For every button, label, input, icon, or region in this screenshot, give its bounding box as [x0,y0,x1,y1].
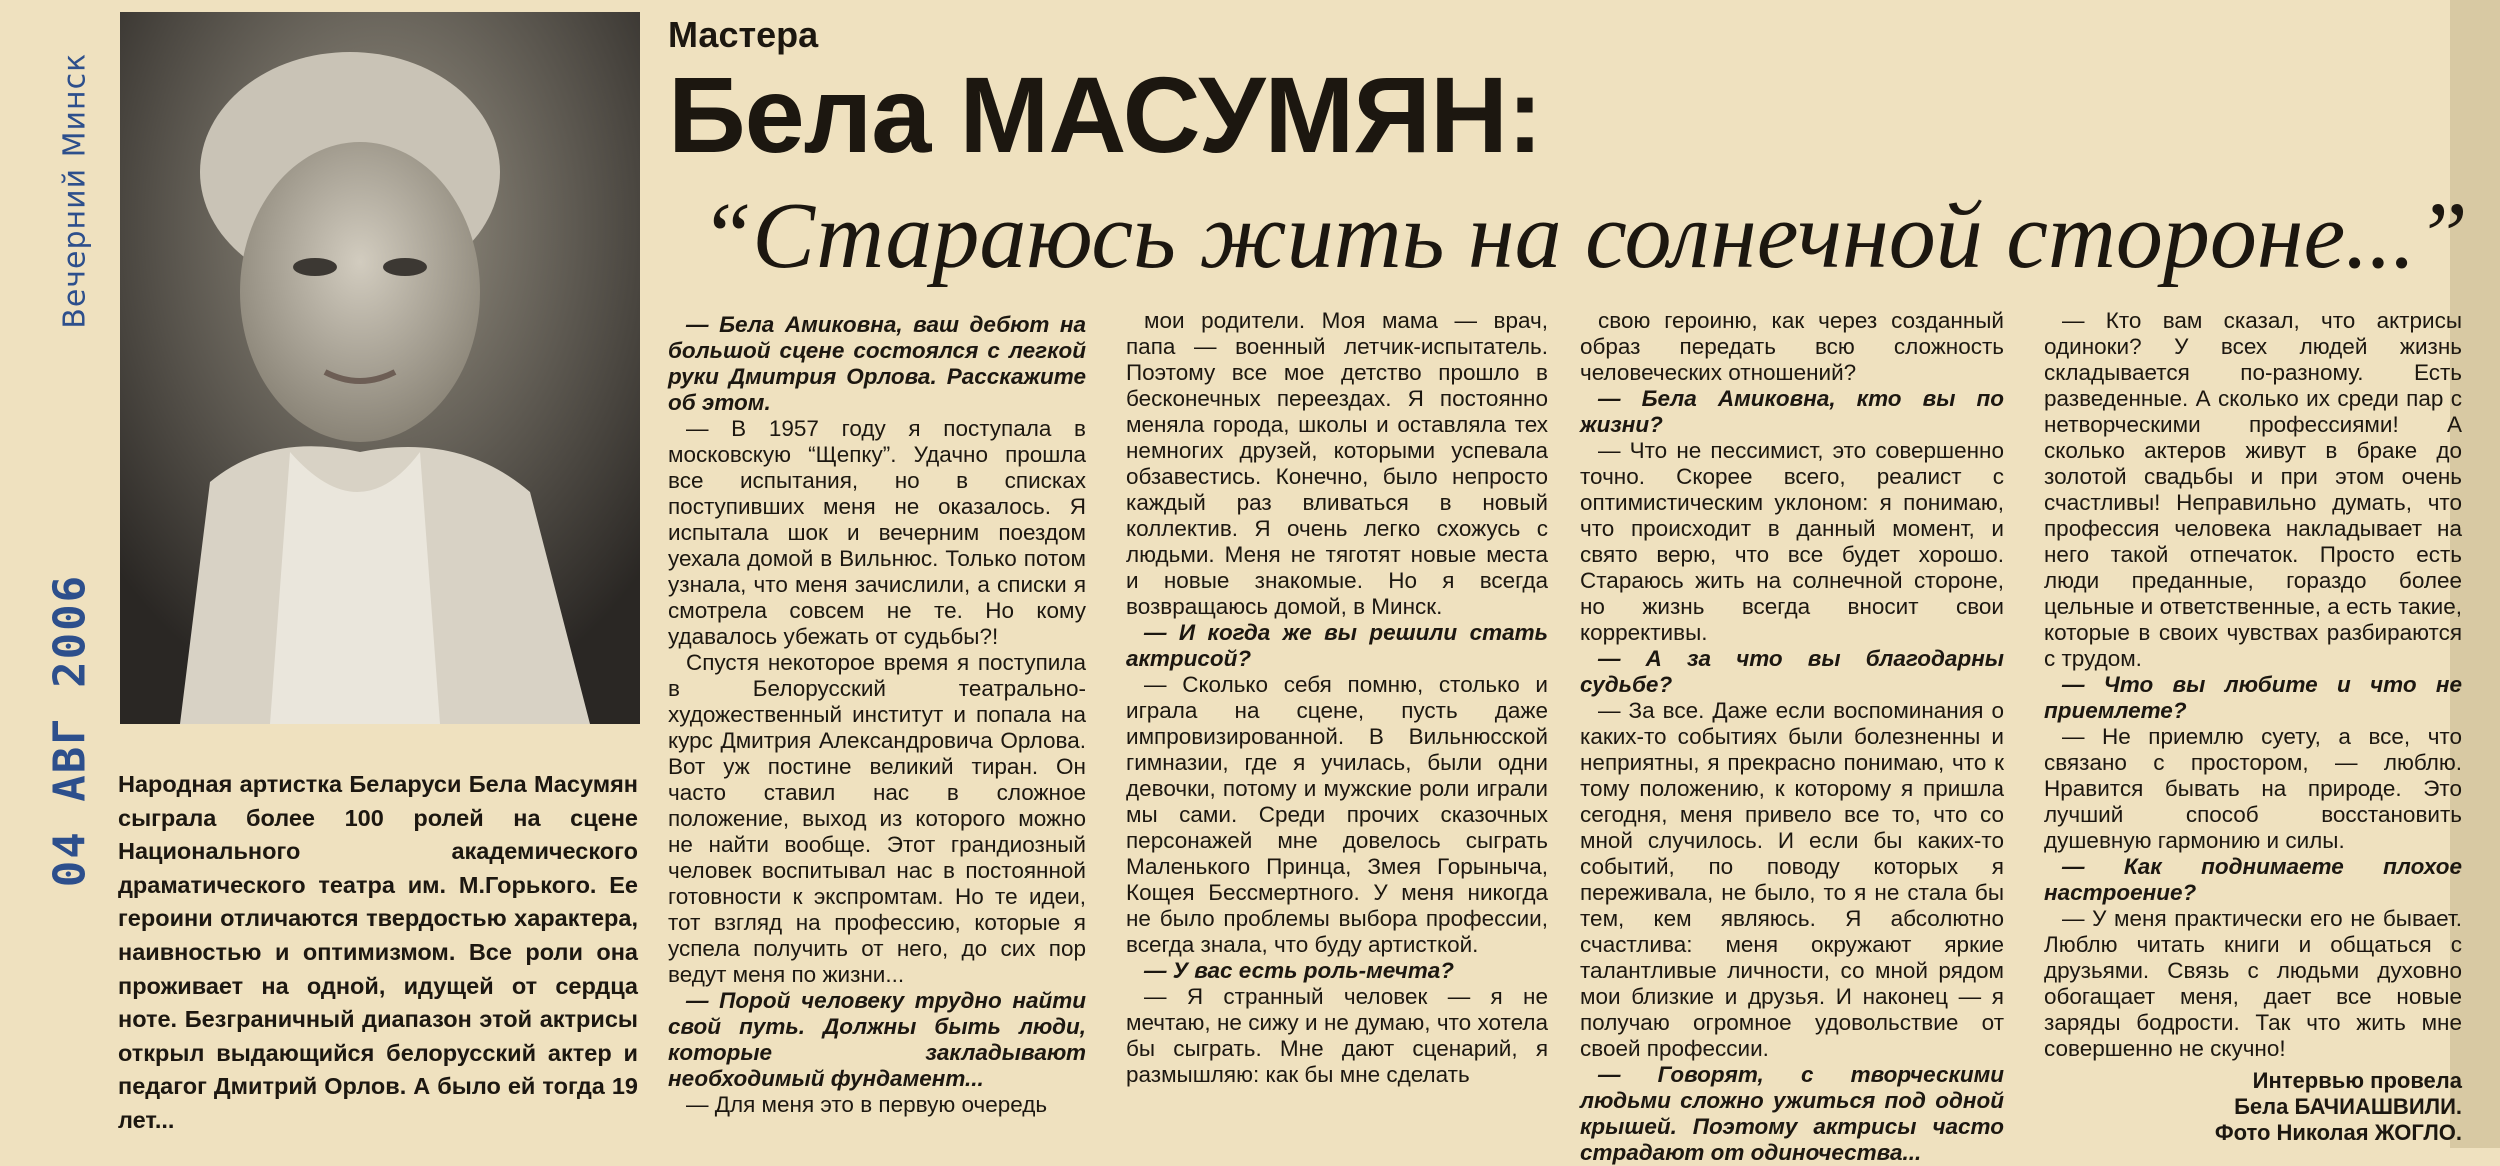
interview-answer: — Я странный человек — я не мечтаю, не сижу и не думаю, что хотела бы сыграть. Мне дают сценарий, я размышляю: как бы мне сделать [1126,984,1548,1087]
stamp-date: 04 АВГ 2006 [44,573,96,888]
headline-quote: “Стараюсь жить на солнечной стороне...” [700,184,2468,288]
text-column-3 [1580,308,2004,1165]
interview-answer: — За все. Даже если воспоминания о каких-то событиях были болезненны и неприятны, я прекрасно понимаю, что к тому положению, к которому я пришла сегодня, меня привело все то, что со мной случилось. И если бы каких-то событий, по поводу которых я переживала, не было, то я не стала бы тем, кем являюсь. Я абсолютно счастлива: меня окружают яркие талантливые личности, со мной рядом мои близкие и друзья. И наконец — я получаю огромное удовольствие от своей профессии. [1580,698,2004,1061]
byline-interview: Интервью провела [2252,1068,2462,1093]
text-column-4 [2044,308,2462,1148]
interview-answer: — Для меня это в первую очередь [686,1092,1048,1117]
byline-photo: Фото Николая ЖОГЛО. [2214,1120,2462,1145]
interview-answer: — У меня практически его не бывает. Люблю читать книги и общаться с друзьями. Связь с людьми духовно обогащает меня, дает все новые заряды бодрости. Так что жить мне совершенно не скучно! [2044,906,2462,1061]
interview-question: — А за что вы благодарны судьбе? [1580,646,2004,697]
byline [2044,1068,2462,1146]
portrait-illustration [120,12,640,724]
interview-question: — У вас есть роль-мечта? [1144,958,1455,983]
portrait-photo [120,12,640,724]
interview-answer: — Сколько себя помню, столько и играла на сцене, пусть даже импровизированной. В Вильнюсской гимназии, где я училась, были одни девочки, потому и мужские роли играли мы сами. Среди прочих сказочных персонажей мне довелось сыграть Маленького Принца, Змея Горыныча, Кощея Бессмертного. У меня никогда не было проблемы выбора профессии, всегда знала, что буду артисткой. [1126,672,1548,957]
interview-answer: — В 1957 году я поступала в московскую “Щепку”. Удачно прошла все испытания, но в списках поступивших меня не оказалось. Я испытала шок и вечерним поездом уехала домой в Вильнюс. Только потом узнала, что меня зачислили, а списки я смотрела совсем не те. Но кому удавалось убежать от судьбы?! [668,416,1086,649]
section-rubric: Мастера [668,14,819,55]
interview-answer: мои родители. Моя мама — врач, папа — военный летчик-испытатель. Поэтому все мое детство прошло в бесконечных переездах. Я постоянно меняла города, школы и оставляла тех немногих друзей, которыми успевала обзавестись. Конечно, было непросто каждый раз вливаться в новый коллектив. Я очень легко схожусь с людьми. Меня не тяготят новые места и новые знакомые. Но я всегда возвращаюсь домой, в Минск. [1126,308,1548,619]
interview-answer: Спустя некоторое время я поступила в Белорусский театрально-художественный институт и попала на курс Дмитрия Александровича Орлова. Вот уж постине великий тиран. Он часто ставил нас в сложное положение, выход из которого можно не найти вообще. Этот грандиозный человек воспитывал нас в постоянной готовности к экспромтам. Но те идеи, тот взгляд на профессию, которые я успела получить от него, до сих пор ведут меня по жизни... [668,650,1086,987]
interview-question: — Бела Амиковна, кто вы по жизни? [1580,386,2004,437]
photo-caption: Народная артистка Беларуси Бела Масумян сыграла более 100 ролей на сцене Национального академического драматического театра им. М.Горького. Ее героини отличаются твердостью характера, наивностью и оптимизмом. Все роли она проживает на одной, идущей от сердца ноте. Безграничный диапазон этой актрисы открыл выдающийся белорусский актер и педагог Дмитрий Орлов. А было ей тогда 19 лет... [118,771,638,1133]
date-stamp [20,40,120,900]
interview-answer: — Не приемлю суету, а все, что связано с простором, — люблю. Нравится бывать на природе. Это лучший способ восстановить душевную гармонию и силы. [2044,724,2462,853]
interview-question: — Порой человеку трудно найти свой путь. Должны быть люди, которые закладывают необходимый фундамент... [668,988,1086,1091]
column-4-body [2044,308,2462,1062]
byline-author: Бела БАЧИАШВИЛИ. [2234,1094,2462,1119]
interview-question: — Как поднимаете плохое настроение? [2044,854,2462,905]
headline: Бела МАСУМЯН: [668,54,1542,175]
text-column-1 [668,312,1086,1152]
text-column-2 [1126,308,1548,1148]
interview-answer: — Что не пессимист, это совершенно точно. Скорее всего, реалист с оптимистическим уклоном: я понимаю, что происходит в данный момент, и свято верю, что все будет хорошо. Стараюсь жить на солнечной стороне, но жизнь всегда вносит свои коррективы. [1580,438,2004,645]
interview-answer: — Кто вам сказал, что актрисы одиноки? У всех людей жизнь складывается по-разному. Есть разведенные. А сколько их среди пар с нетворческими профессиями! А сколько актеров живут в браке до золотой свадьбы и при этом очень счастливы! Неправильно думать, что профессия человека накладывает на него такой отпечаток. Просто есть люди преданные, гораздо более цельные и ответственные, а есть такие, которые в своих чувствах разбираются с трудом. [2044,308,2462,671]
stamp-brand: Вечерний Минск [57,52,93,329]
interview-question: — Говорят, с творческими людьми сложно ужиться под одной крышей. Поэтому актрисы часто страдают от одиночества... [1580,1062,2004,1165]
interview-question: — И когда же вы решили стать актрисой? [1126,620,1548,671]
interview-question: — Бела Амиковна, ваш дебют на большой сцене состоялся с легкой руки Дмитрия Орлова. Расскажите об этом. [668,312,1086,415]
interview-question: — Что вы любите и что не приемлете? [2044,672,2462,723]
interview-answer: свою героиню, как через созданный образ передать всю сложность человеческих отношений? [1580,308,2004,385]
